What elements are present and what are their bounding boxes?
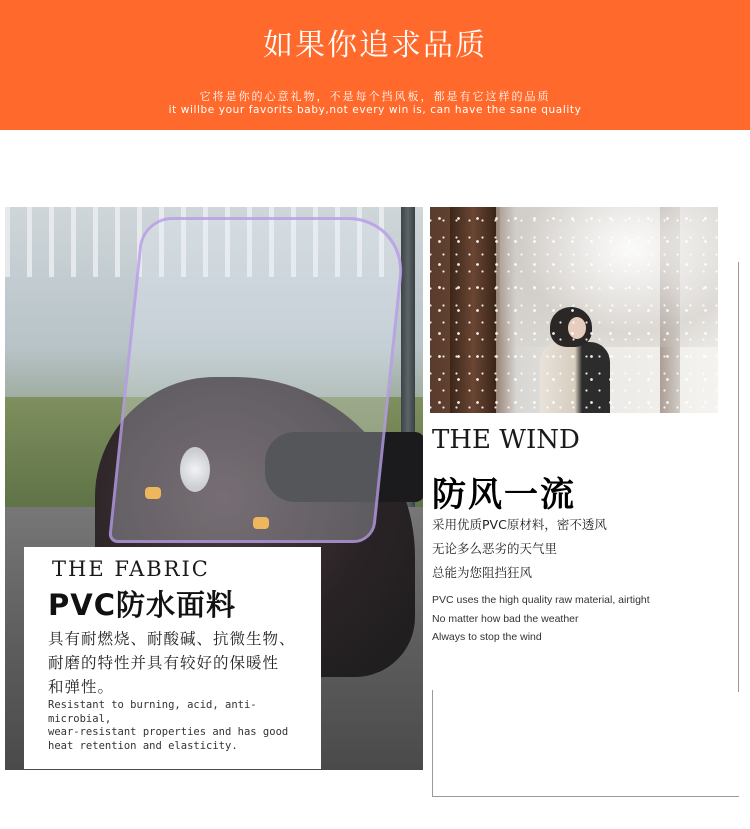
snow-weather-photo xyxy=(430,207,718,413)
wind-en-line: PVC uses the high quality raw material, airtight xyxy=(432,594,650,606)
fabric-description-en xyxy=(48,699,318,753)
wind-title: 防风一流 xyxy=(432,475,576,515)
frame-line-bottom xyxy=(432,796,739,797)
fabric-en-line: Resistant to burning, acid, anti-microbial, xyxy=(48,699,257,725)
wind-cn-line: 无论多么恶劣的天气里 xyxy=(432,541,558,556)
banner-subtitle-en: it willbe your favorits baby,not every win is, can have the sane quality xyxy=(168,104,582,116)
fabric-cn-line: 和弹性。 xyxy=(48,678,115,696)
fabric-info-card xyxy=(24,547,321,769)
promo-banner xyxy=(0,0,750,130)
wind-description-en xyxy=(432,591,732,647)
fabric-heading: THE FABRIC xyxy=(52,557,210,581)
frame-line-right xyxy=(738,262,739,692)
transparent-windshield xyxy=(108,217,408,543)
fabric-en-line: heat retention and elasticity. xyxy=(48,739,238,752)
wind-description-cn xyxy=(432,513,732,585)
banner-title: 如果你追求品质 xyxy=(263,28,487,63)
fabric-title: PVC防水面料 xyxy=(48,588,236,622)
wind-en-line: No matter how bad the weather xyxy=(432,612,579,625)
wind-en-line: Always to stop the wind xyxy=(432,631,542,643)
fabric-description-cn xyxy=(48,627,323,699)
wind-cn-line: 总能为您阻挡狂风 xyxy=(432,565,533,580)
frame-line-bottom-left xyxy=(432,690,433,796)
banner-subtitle-cn: 它将是你的心意礼物，不是每个挡风板，都是有它这样的品质 xyxy=(199,90,551,103)
fabric-cn-line: 耐磨的特性并具有较好的保暖性 xyxy=(48,654,280,672)
fabric-cn-line: 具有耐燃烧、耐酸碱、抗微生物、 xyxy=(48,630,296,648)
wind-cn-line: 采用优质PVC原材料，密不透风 xyxy=(432,517,607,532)
falling-snow xyxy=(430,207,718,413)
wind-heading: THE WIND xyxy=(432,425,580,455)
fabric-en-line: wear-resistant properties and has good xyxy=(48,726,289,738)
